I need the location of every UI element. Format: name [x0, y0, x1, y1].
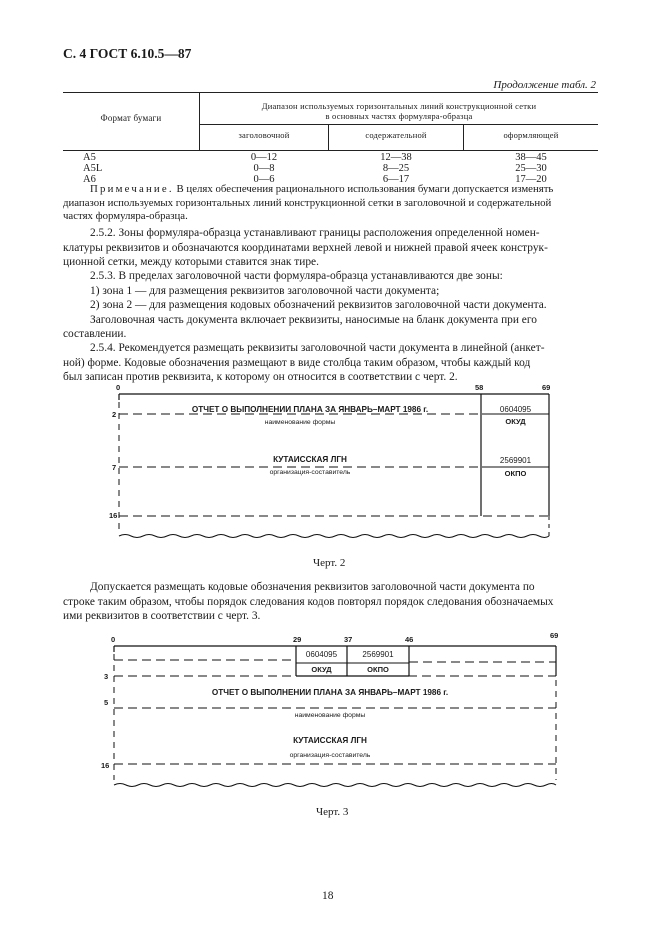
fig3-report-title: ОТЧЕТ О ВЫПОЛНЕНИИ ПЛАНА ЗА ЯНВАРЬ–МАРТ 1986 г. — [211, 688, 449, 697]
fig3-okud-code: 0604095 — [305, 650, 338, 659]
table-continuation-label: Продолжение табл. 2 — [493, 79, 596, 91]
fig3-row-num: 5 — [104, 698, 109, 707]
figure-2 — [0, 380, 661, 580]
fig3-org: КУТАИССКАЯ ЛГН — [293, 736, 367, 745]
fig2-okpo-label: ОКПО — [504, 469, 527, 478]
paragraph-2-5-2: 2.5.2. Зоны формуляра-образца устанавливают границы расположения определенной номен- клатуры реквизитов и обозначаются координатами верхней левой и нижней правой ячеек конструк- ционной сетки, между которыми ставится знак тире. — [63, 227, 548, 268]
paragraph-row-codes: Допускается размещать кодовые обозначения реквизитов заголовочной части документа по строке таким образом, чтобы порядок следования кодов повторял порядок следования обозначаемых ими реквизитов в соответствии с черт. 3. — [63, 581, 554, 622]
paragraph-2-5-3: 2.5.3. В пределах заголовочной части формуляра-образца устанавливаются две зоны: 1) зона 1 — для размещения реквизитов заголовочной части документа; 2) зона 2 — для размещения кодовых обозначений реквизитов заголовочной части документа. Заголовочная часть документа включает реквизиты, наносимые на бланк документа при его составлении. — [63, 270, 547, 340]
fig2-col-num: 69 — [542, 383, 551, 392]
document-page: С. 4 ГОСТ 6.10.5—87 Продолжение табл. 2 Формат бумаги Диапазон используемых горизонтальных линий конструкционной сетки в основных частях формуляра-образца заголовочной содержательной оформляющей А5 0—12 12—38 38—45 А5L 0—8 8—25 25—30 А6 0—6 6—17 17—20 Примечание. В целях обеспечения рационального использования бумаги допускается изменять диапазон используемых горизонтальных линий конструкционной сетки в заголовочной и содержательной частях формуляра-образца. 2.5.2. Зоны формуляра-образца устанавливают границы расположения определенной номен- клатуры реквизитов и обозначаются координатами верхней левой и нижней правой ячеек конструк- ционной сетки, между которыми ставится знак тире. 2.5.3. В пределах заголовочной части формуляра-образца устанавливаются две зоны: 1) зона 1 — для размещения реквизитов заголовочной части документа; 2) зона 2 — для размещения кодовых обозначений реквизитов заголовочной части документа. Заголовочная часть документа включает реквизиты, наносимые на бланк документа при его составлении. 2.5.4. Рекомендуется размещать реквизиты заголовочной части документа в линейной (анкет- ной) форме. Кодовые обозначения размещают в виде столбца таким образом, чтобы каждый код был записан против реквизита, к которому он относится в соответствии с черт. 2. 0 58 69 2 7 16 ОТЧЕТ О ВЫПОЛНЕНИИ ПЛАНА ЗА ЯНВАРЬ–МАРТ 1986 г. наименование формы КУТАИССКАЯ ЛГН организация-составитель 0604095 ОКУД 2569901 ОКПО Черт. 2 Допускается размещать кодовые обозначения реквизитов заголовочной части документа по строке таким образом, чтобы порядок следования кодов повторял порядок следования обозначаемых ими реквизитов в соответствии с черт. 3. 0 29 37 46 69 3 5 16 0604095 ОКУД 2569901 ОКПО ОТЧЕТ О ВЫПОЛНЕНИИ ПЛАНА ЗА ЯНВАРЬ–МАРТ 1986 г. наименование формы КУТАИССКАЯ ЛГН организация-составитель Черт. 3 18 — [0, 0, 661, 936]
fig2-col-num: 0 — [116, 383, 121, 392]
subheader-content: содержательной — [365, 130, 427, 140]
table-mid-rule — [199, 124, 598, 125]
fig3-okpo-label: ОКПО — [367, 665, 389, 674]
fig3-col-num: 37 — [344, 635, 353, 644]
note-label: Примечание. — [90, 183, 174, 195]
fig3-row-num: 16 — [101, 761, 110, 770]
fig3-col-num: 0 — [111, 635, 116, 644]
fig3-col-num: 29 — [293, 635, 302, 644]
table-header-rule — [63, 150, 598, 151]
fig3-org-sub: организация-составитель — [289, 752, 371, 759]
fig2-row-num: 2 — [112, 410, 117, 419]
page-number: 18 — [322, 890, 334, 902]
fig2-okud-code: 0604095 — [499, 405, 532, 414]
subheader-design: оформляющей — [503, 130, 559, 140]
header-range-line1: Диапазон используемых горизонтальных линий конструкционной сетки — [261, 101, 537, 111]
fig2-report-title: ОТЧЕТ О ВЫПОЛНЕНИИ ПЛАНА ЗА ЯНВАРЬ–МАРТ 1986 г. — [191, 405, 429, 414]
header-range-line2: в основных частях формуляра-образца — [325, 111, 473, 121]
fig2-org-sub: организация-составитель — [269, 469, 351, 476]
fig2-okud-label: ОКУД — [505, 417, 526, 426]
fig2-report-sub: наименование формы — [264, 419, 336, 426]
fig2-row-num: 7 — [112, 463, 117, 472]
header-format: Формат бумаги — [100, 113, 162, 123]
fig2-okpo-code: 2569901 — [499, 456, 532, 465]
table-top-rule — [63, 92, 598, 93]
paragraph-2-5-4: 2.5.4. Рекомендуется размещать реквизиты заголовочной части документа в линейной (анкет- ной) форме. Кодовые обозначения размещают в виде столбца таким образом, чтобы каждый код был записан против реквизита, к которому он относится в соответствии с черт. 2. — [63, 342, 545, 383]
table-note: Примечание. В целях обеспечения рационального использования бумаги допускается изменять диапазон используемых горизонтальных линий конструкционной сетки в заголовочной и содержательной частях формуляра-образца. — [63, 183, 554, 222]
fig3-report-sub: наименование формы — [294, 712, 366, 719]
fig3-okpo-code: 2569901 — [362, 650, 394, 659]
fig2-row-num: 16 — [109, 511, 118, 520]
fig3-row-num: 3 — [104, 672, 109, 681]
fig3-okud-label: ОКУД — [311, 665, 332, 674]
fig3-caption: Черт. 3 — [316, 806, 349, 818]
page-header: С. 4 ГОСТ 6.10.5—87 — [63, 46, 192, 61]
fig3-col-num: 69 — [550, 631, 559, 640]
figure-3 — [0, 628, 661, 808]
fig2-org: КУТАИССКАЯ ЛГН — [273, 455, 347, 464]
fig2-col-num: 58 — [475, 383, 484, 392]
fig2-caption: Черт. 2 — [313, 557, 346, 569]
subheader-title: заголовочной — [238, 130, 290, 140]
fig3-col-num: 46 — [405, 635, 414, 644]
